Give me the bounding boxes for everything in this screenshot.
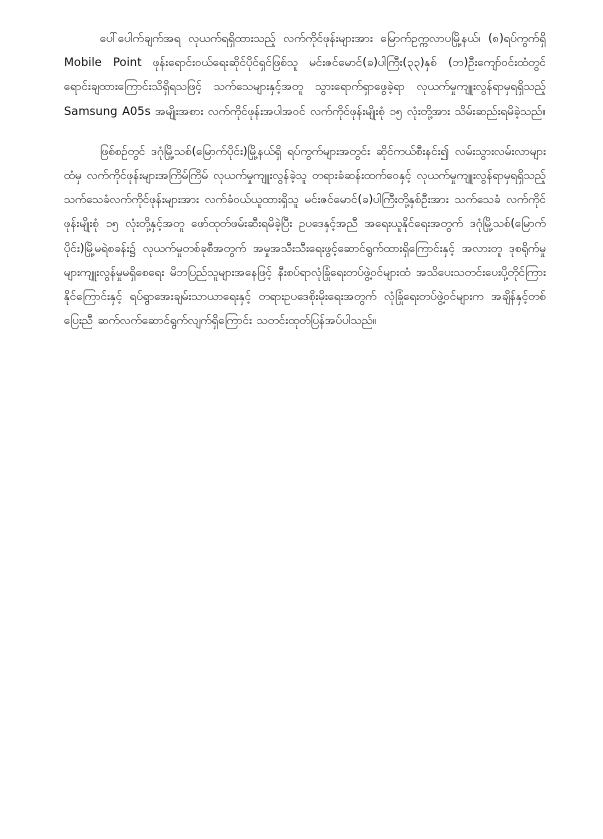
paragraph-2: ဖြစ်စဉ်တွင် ဒဂုံမြို့သစ်(မြောက်ပိုင်း)မြို့နယ်ရှိ ရပ်ကွက်များအတွင်း ဆိုင်ကယ်စီးနင်း၍ လမ်းသွားလမ်းလာများထံမှ လက်ကိုင်ဖုန်းများအကြိမ်ကြိမ် လုယက်မှုကျူးလွန်ခဲ့သူ တရားခံဆန်းထက်ဝေနှင့် လုယက်မှုကျူးလွန်ရာမှရရှိသည့် သက်သေခံလက်ကိုင်ဖုန်းများအား လက်ခံဝယ်ယူထားရှိသူ မင်းဇင်မောင်(ခ)ပါကြီးတို့နှစ်ဦးအား သက်သေခံ လက်ကိုင်ဖုန်းမျိုးစုံ ၁၅ လုံးတို့နှင့်အတူ ဖော်ထုတ်ဖမ်းဆီးရမိခဲ့ပြီး ဥပဒေနှင့်အညီ အရေးယူနိုင်ရေးအတွက် ဒဂုံမြို့သစ်(မြောက်ပိုင်း)မြို့မရဲစခန်း၌ လုယက်မှုတစ်ခုစီအတွက် အမှုအသီးသီးရေးဖွင့်ဆောင်ရွက်ထားရှိကြောင်းနှင့် အလားတူ ဒုစရိုက်မှုများကျူးလွန်မှုမရှိစေရေး မိဘပြည်သူများအနေဖြင့် နီးစပ်ရာလုံခြုံရေးတပ်ဖွဲ့ဝင်များထံ အသိပေးသတင်းပေးပို့တိုင်ကြားနိုင်ကြောင်းနှင့် ရပ်ရွာအေးချမ်းသာယာရေးနှင့် တရားဥပဒေစိုးမိုးရေးအတွက် လုံခြုံရေးတပ်ဖွဲ့ဝင်များက အချိန်နှင့်တစ်ပြေးညီ ဆက်လက်ဆောင်ရွက်လျက်ရှိကြောင်း သတင်းထုတ်ပြန်အပ်ပါသည်။ bbox=[64, 143, 546, 328]
paragraph-1: ပေါ်ပေါက်ချက်အရ လုယက်ရရှိထားသည့် လက်ကိုင်ဖုန်းများအား မြောက်ဥက္ကလာပမြို့နယ်၊ (၈)ရပ်ကွက်ရှိ Mobile Point ဖုန်းရောင်းဝယ်ရေးဆိုင်ပိုင်ရှင်ဖြစ်သူ မင်းဇင်မောင်(ခ)ပါကြီး(၃၃)နှစ် (ဘ)ဦးကျော်ဝင်းထံတွင် ရောင်းချထားကြောင်းသိရှိရသဖြင့် သက်သေများနှင့်အတူ သွားရောက်ရှာဖွေခဲ့ရာ လုယက်မှုကျူးလွန်ရာမှရရှိသည့် Samsung A05s အမျိုးအစား လက်ကိုင်ဖုန်းအပါအဝင် လက်ကိုင်ဖုန်းမျိုးစုံ ၁၅ လုံးတို့အား သိမ်းဆည်းရမိခဲ့သည်။ bbox=[64, 31, 546, 118]
document-body bbox=[64, 26, 546, 348]
